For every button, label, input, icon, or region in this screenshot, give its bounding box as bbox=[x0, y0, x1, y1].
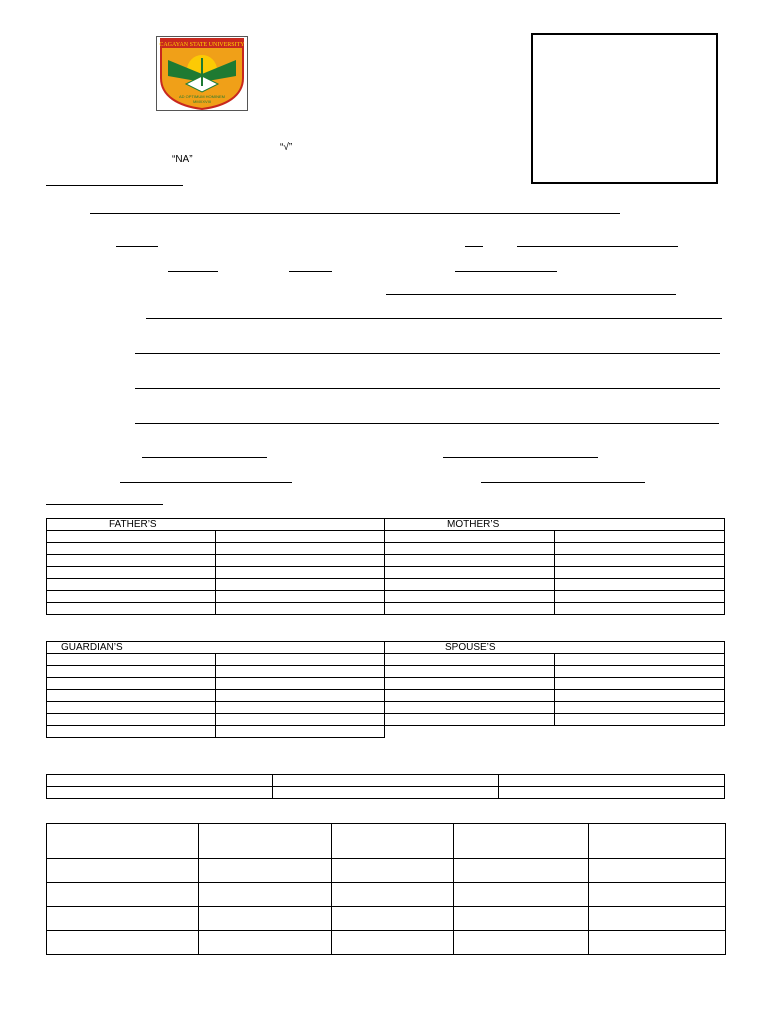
table-row bbox=[47, 591, 725, 603]
fill-line[interactable] bbox=[289, 271, 332, 272]
table-row bbox=[47, 931, 726, 955]
svg-text:AD OPTIMUM HOMINEM: AD OPTIMUM HOMINEM bbox=[179, 94, 225, 99]
table-row bbox=[47, 824, 726, 859]
fill-line[interactable] bbox=[481, 482, 645, 483]
section-underline bbox=[46, 185, 183, 186]
table-row bbox=[47, 883, 726, 907]
table-row bbox=[47, 579, 725, 591]
address-line[interactable] bbox=[135, 353, 720, 354]
table-row bbox=[47, 690, 725, 702]
table-row bbox=[47, 678, 725, 690]
table-row bbox=[47, 531, 725, 543]
table-row bbox=[47, 775, 725, 787]
three-column-table bbox=[46, 774, 725, 799]
section-underline bbox=[46, 504, 163, 505]
table-row bbox=[47, 567, 725, 579]
table-row bbox=[47, 859, 726, 883]
university-logo bbox=[156, 36, 248, 111]
university-seal-icon bbox=[156, 36, 248, 111]
name-line[interactable] bbox=[90, 213, 620, 214]
table-row bbox=[47, 714, 725, 726]
fill-line[interactable] bbox=[443, 457, 598, 458]
mother-header: MOTHER’S bbox=[385, 519, 725, 531]
svg-text:CAGAYAN STATE UNIVERSITY: CAGAYAN STATE UNIVERSITY bbox=[159, 42, 245, 48]
address-line[interactable] bbox=[135, 388, 720, 389]
fill-line[interactable] bbox=[465, 246, 483, 247]
svg-text:MMXXVIII: MMXXVIII bbox=[192, 99, 212, 104]
check-mark-instruction: “√” bbox=[280, 142, 293, 153]
fill-line[interactable] bbox=[116, 246, 158, 247]
table-row bbox=[47, 555, 725, 567]
table-row bbox=[47, 666, 725, 678]
fill-line[interactable] bbox=[168, 271, 218, 272]
table-row bbox=[47, 907, 726, 931]
table-row bbox=[47, 543, 725, 555]
table-row bbox=[47, 702, 725, 714]
table-row bbox=[47, 654, 725, 666]
photo-box bbox=[531, 33, 718, 184]
fill-line[interactable] bbox=[455, 271, 557, 272]
parents-table bbox=[46, 518, 725, 615]
spouse-header: SPOUSE’S bbox=[385, 642, 725, 654]
fill-line[interactable] bbox=[386, 294, 676, 295]
guardian-header: GUARDIAN’S bbox=[47, 642, 385, 654]
address-line[interactable] bbox=[146, 318, 722, 319]
father-header: FATHER’S bbox=[47, 519, 385, 531]
address-line[interactable] bbox=[135, 423, 719, 424]
fill-line[interactable] bbox=[120, 482, 292, 483]
table-row bbox=[47, 603, 725, 615]
five-column-table bbox=[46, 823, 726, 955]
table-row bbox=[47, 787, 725, 799]
fill-line[interactable] bbox=[142, 457, 267, 458]
fill-line[interactable] bbox=[517, 246, 678, 247]
na-instruction: “NA” bbox=[172, 154, 193, 165]
guardian-spouse-table bbox=[46, 641, 725, 738]
table-row bbox=[47, 726, 725, 738]
